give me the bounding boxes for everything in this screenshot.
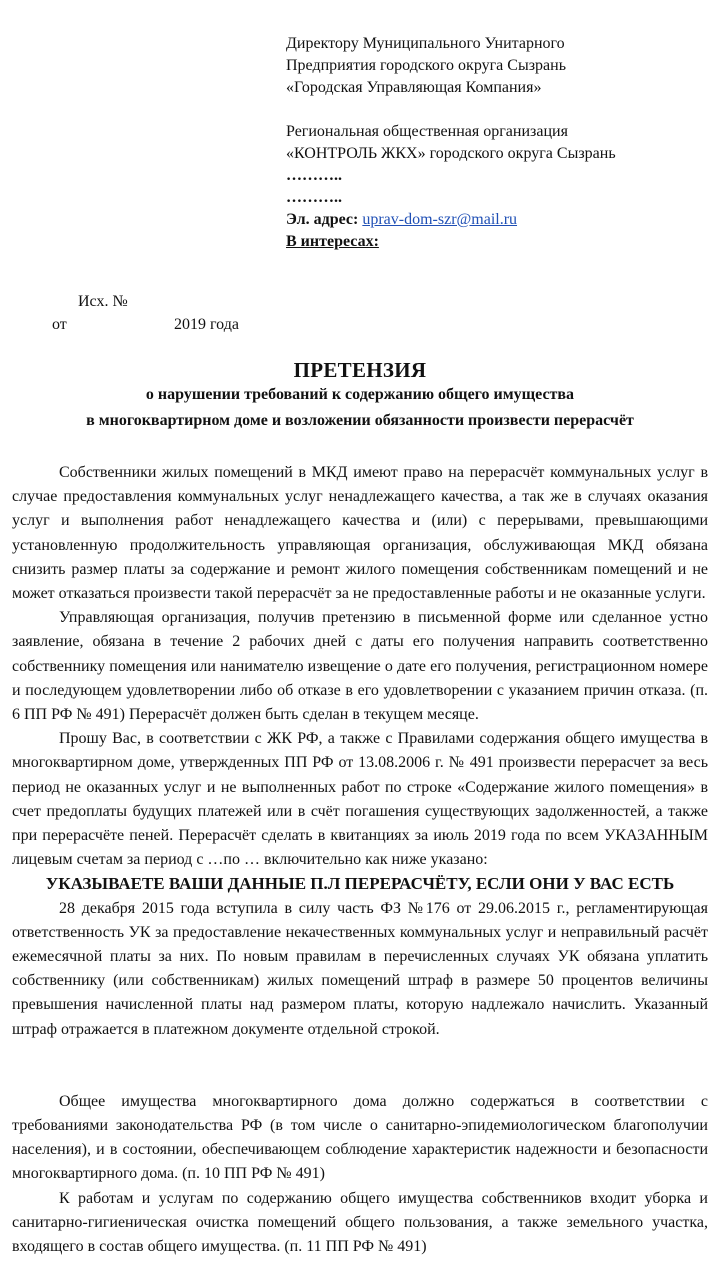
document-title: ПРЕТЕНЗИЯ: [293, 358, 427, 382]
body-paragraph: 28 декабря 2015 года вступила в силу часть ФЗ №176 от 29.06.2015 г., регламентирующая ответственность УК за предоставление некачественных коммунальных услуг и неправильный расчёт ежемесячной платы за них. По новым правилам в перечисленных случаях УК обязана уплатить собственнику (или собственникам) жилых помещений штраф в размере 50 процентов величины превышения начисленной платы над размером платы, которую надлежало начислить. Указанный штраф отражается в платежном документе отдельной строкой.: [12, 899, 708, 1038]
date-year: 2019 года: [174, 316, 239, 333]
outgoing-number-label: Исх. №: [78, 293, 128, 310]
body-paragraph: К работам и услугам по содержанию общего имущества собственников входит уборка и санитарно-гигиеническая очистка помещений общего пользования, а также земельного участка, входящего в состав общего имущества. (п. 11 ПП РФ № 491): [12, 1189, 708, 1256]
addressee-block: [286, 33, 616, 253]
addressee-line: Директору Муниципального Унитарного: [286, 35, 565, 52]
addressee-line: Предприятия городского округа Сызрань: [286, 57, 566, 74]
data-instruction-note: УКАЗЫВАЕТЕ ВАШИ ДАННЫЕ П.Л ПЕРЕРАСЧЁТУ, ЕСЛИ ОНИ У ВАС ЕСТЬ: [45, 874, 675, 894]
placeholder-line: ………..: [286, 189, 342, 206]
email-link[interactable]: uprav-dom-szr@mail.ru: [362, 211, 518, 228]
body-paragraph: Прошу Вас, в соответствии с ЖК РФ, а также с Правилами содержания общего имущества в многоквартирном доме, утвержденных ПП РФ от 13.08.2006 г. № 491 произвести перерасчет за весь период не оказанных услуг и не выполненных работ по строке «Содержание жилого помещения» в счет предоплаты будущих платежей или в счёт погашения существующих задолженностей, а также при перерасчёте пеней. Перерасчёт сделать в квитанциях за июль 2019 года по всем УКАЗАННЫМ лицевым счетам за период с …по … включительно как ниже указано:: [12, 730, 708, 869]
body-paragraph: Общее имущества многоквартирного дома должно содержаться в соответствии с требованиями законодательства РФ (в том числе о санитарно-эпидемиологическом благополучии населения), и в состоянии, обеспечивающем соблюдение характеристик надежности и безопасности многоквартирного дома. (п. 10 ПП РФ № 491): [12, 1092, 708, 1183]
placeholder-line: ………..: [286, 167, 342, 184]
body-paragraph: Управляющая организация, получив претензию в письменной форме или сделанное устно заявление, обязана в течение 2 рабочих дней с даты его получения направить соответственно собственнику помещения или нанимателю извещение о дате его получения, регистрационном номере и последующем удовлетворении либо об отказе в его удовлетворении с указанием причин отказа. (п. 6 ПП РФ № 491) Перерасчёт должен быть сделан в текущем месяце.: [12, 609, 708, 724]
addressee-line: «Городская Управляющая Компания»: [286, 79, 542, 96]
document-subtitle: в многоквартирном доме и возложении обязанности произвести перерасчёт: [86, 412, 634, 429]
email-row: [286, 209, 616, 231]
body-paragraph: Собственники жилых помещений в МКД имеют право на перерасчёт коммунальных услуг в случае предоставления коммунальных услуг ненадлежащего качества, а так же в случаях оказания услуг и выполнения работ ненадлежащего качества и (или) с перерывами, превышающими установленную продолжительность управляющая организация, обслуживающая МКД обязана снизить размер платы за содержание и ремонт жилого помещения собственникам помещений и не может отказаться произвести такой перерасчёт за не предоставленные работы и не оказанные услуги.: [12, 464, 708, 603]
sender-line: Региональная общественная организация: [286, 123, 568, 140]
email-label: Эл. адрес:: [286, 211, 359, 228]
sender-line: «КОНТРОЛЬ ЖКХ» городского округа Сызрань: [286, 145, 616, 162]
interest-label: В интересах:: [286, 233, 379, 250]
date-row: [52, 316, 239, 334]
date-prefix: от: [52, 316, 67, 333]
document-body: [12, 461, 708, 1259]
document-subtitle: о нарушении требований к содержанию общего имущества: [145, 386, 575, 403]
